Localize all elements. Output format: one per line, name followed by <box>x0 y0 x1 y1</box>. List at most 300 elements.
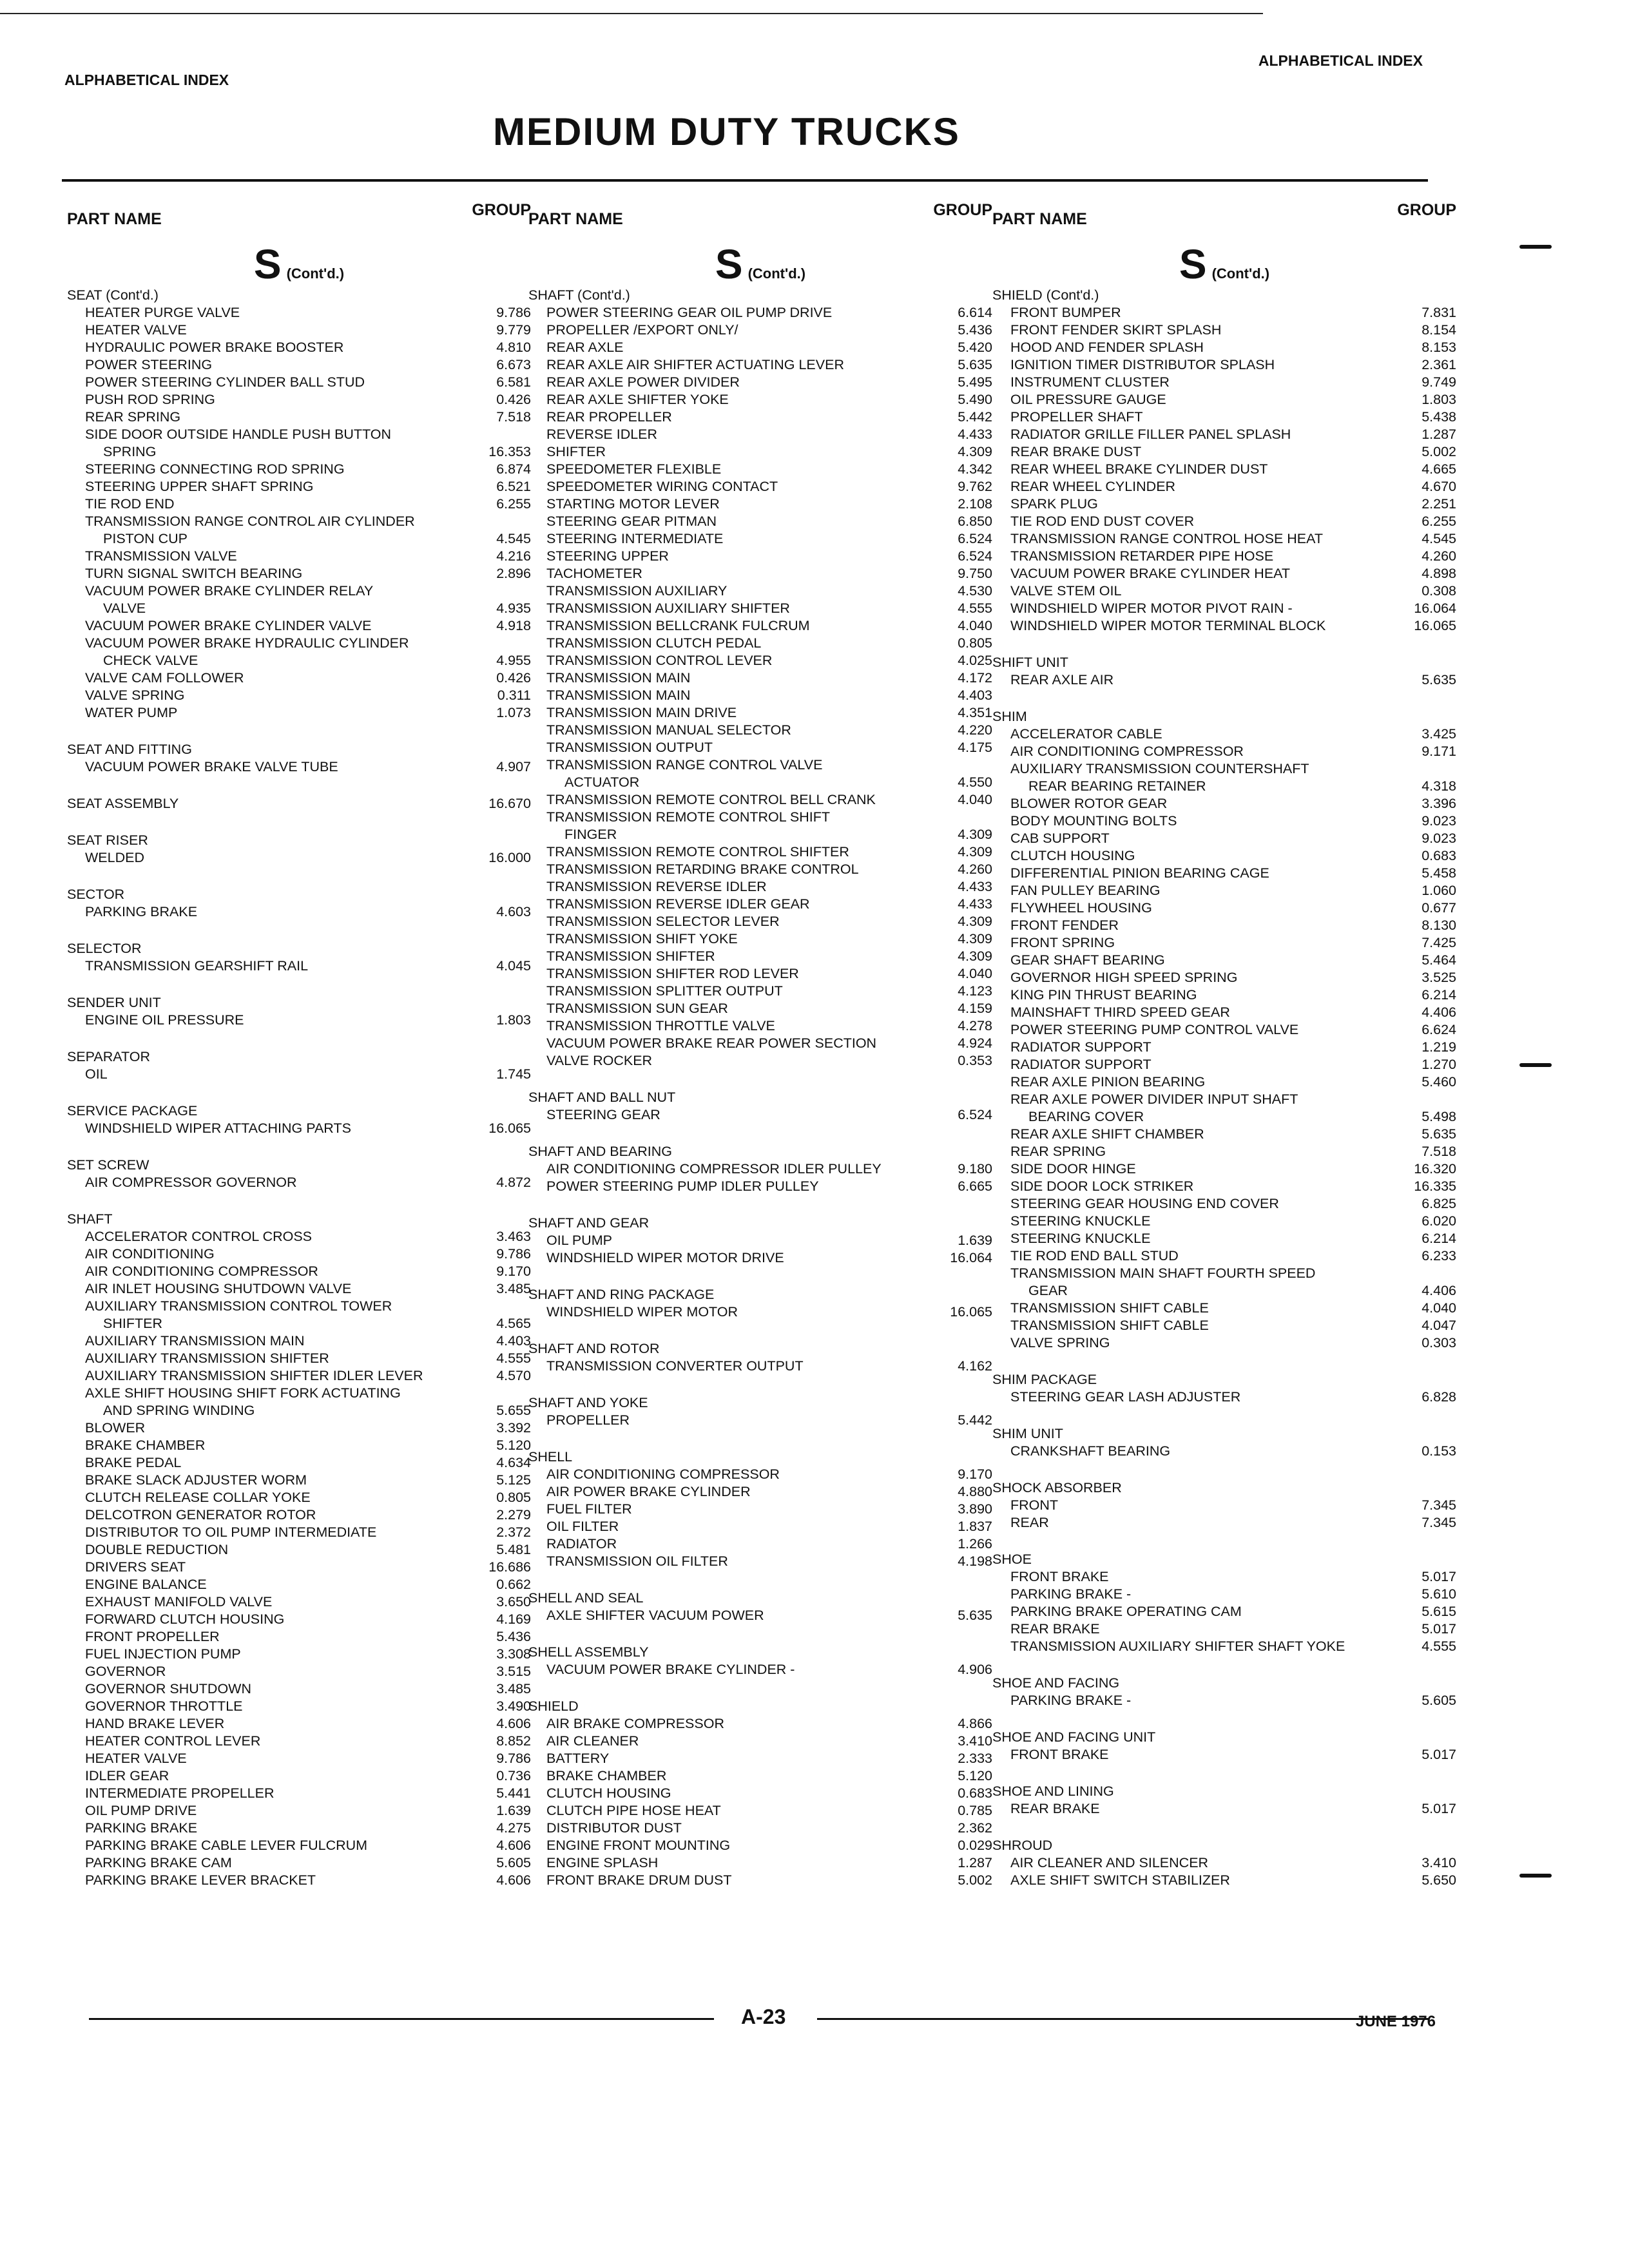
entry-group-number: 9.786 <box>496 1246 531 1262</box>
entry-part-name: TRANSMISSION OUTPUT <box>546 740 713 755</box>
entry-part-name: REAR PROPELLER <box>546 409 672 425</box>
entry-part-name: DISTRIBUTOR DUST <box>546 1820 682 1836</box>
entry-part-name: STEERING INTERMEDIATE <box>546 531 724 546</box>
index-entry <box>528 861 992 878</box>
index-heading: SHAFT AND RING PACKAGE <box>528 1287 715 1302</box>
index-group <box>67 994 531 1029</box>
entry-group-number: 5.635 <box>1422 1126 1456 1142</box>
entry-part-name: PROPELLER /EXPORT ONLY/ <box>546 322 738 338</box>
index-entry <box>67 1715 531 1733</box>
entry-part-name: IGNITION TIMER DISTRIBUTOR SPLASH <box>1010 357 1275 372</box>
entry-group-number: 5.120 <box>958 1768 992 1783</box>
entry-group-number: 5.615 <box>1422 1604 1456 1619</box>
index-entry <box>67 1611 531 1628</box>
index-entry <box>67 1245 531 1263</box>
entry-group-number: 16.686 <box>488 1559 531 1575</box>
entry-group-number: 5.002 <box>1422 444 1456 459</box>
index-entry <box>67 1854 531 1872</box>
index-entry <box>992 408 1456 426</box>
entry-group-number: 8.154 <box>1422 322 1456 338</box>
entry-group-number: 4.403 <box>496 1333 531 1349</box>
entry-group-number: 4.670 <box>1422 479 1456 494</box>
entry-part-name: BEARING COVER <box>1028 1109 1144 1124</box>
entry-part-name: POWER STEERING CYLINDER BALL STUD <box>85 374 365 390</box>
entry-part-name: POWER STEERING PUMP CONTROL VALVE <box>1010 1022 1299 1037</box>
index-entry <box>528 391 992 408</box>
section-continued-label: (Cont'd.) <box>286 265 345 282</box>
index-entry <box>992 1073 1456 1091</box>
entry-group-number: 0.426 <box>496 392 531 407</box>
entry-part-name: TRANSMISSION RANGE CONTROL VALVE <box>546 757 823 773</box>
index-entry <box>992 1443 1456 1460</box>
index-heading: SHIM UNIT <box>992 1426 1063 1441</box>
entry-group-number: 4.606 <box>496 1872 531 1888</box>
entry-group-number: 7.345 <box>1422 1497 1456 1513</box>
entry-part-name: STEERING GEAR LASH ADJUSTER <box>1010 1389 1241 1405</box>
group-number <box>1392 708 1456 726</box>
index-entry <box>67 530 531 548</box>
entry-part-name: REAR SPRING <box>85 409 181 425</box>
index-entry <box>528 687 992 704</box>
entry-part-name: FRONT BRAKE DRUM DUST <box>546 1872 732 1888</box>
entry-group-number: 4.198 <box>958 1553 992 1569</box>
entry-group-number: 3.650 <box>496 1594 531 1610</box>
index-entry <box>528 582 992 600</box>
index-entry <box>67 1437 531 1454</box>
index-entry <box>528 1017 992 1035</box>
entry-part-name: FAN PULLEY BEARING <box>1010 883 1161 898</box>
entry-group-number: 6.673 <box>496 357 531 372</box>
entry-group-number: 7.425 <box>1422 935 1456 950</box>
index-group <box>992 1729 1456 1763</box>
entry-group-number: 3.890 <box>958 1501 992 1517</box>
entry-group-number <box>467 1385 531 1402</box>
index-heading: SEAT (Cont'd.) <box>67 287 159 303</box>
index-heading-row <box>528 1340 992 1358</box>
index-group <box>67 832 531 867</box>
index-entry <box>528 1802 992 1820</box>
entry-part-name: CLUTCH PIPE HOSE HEAT <box>546 1803 721 1818</box>
index-heading: SHOE AND FACING <box>992 1675 1120 1691</box>
entry-part-name: BRAKE CHAMBER <box>85 1437 206 1453</box>
entry-part-name: VALVE ROCKER <box>546 1053 653 1068</box>
index-heading: SHAFT AND ROTOR <box>528 1341 660 1356</box>
index-group <box>67 741 531 776</box>
entry-part-name: REAR WHEEL BRAKE CYLINDER DUST <box>1010 461 1268 477</box>
entry-part-name: PROPELLER SHAFT <box>1010 409 1143 425</box>
index-entry <box>528 461 992 478</box>
index-entry <box>992 1143 1456 1160</box>
entry-part-name: FRONT BUMPER <box>1010 305 1121 320</box>
entry-part-name: REAR AXLE <box>546 340 624 355</box>
entry-part-name: REAR AXLE SHIFTER YOKE <box>546 392 729 407</box>
entry-group-number: 4.406 <box>1422 1004 1456 1020</box>
entry-group-number: 4.278 <box>958 1018 992 1033</box>
entry-group-number: 4.309 <box>958 444 992 459</box>
entry-part-name: TRANSMISSION RANGE CONTROL AIR CYLINDER <box>85 514 415 529</box>
entry-group-number: 5.420 <box>958 340 992 355</box>
index-heading-row <box>992 1425 1456 1443</box>
entry-part-name: RADIATOR GRILLE FILLER PANEL SPLASH <box>1010 427 1291 442</box>
entry-group-number: 9.171 <box>1422 744 1456 759</box>
entry-group-number: 4.309 <box>958 914 992 929</box>
index-entry <box>528 408 992 426</box>
index-entry <box>992 1178 1456 1195</box>
entry-part-name: CLUTCH HOUSING <box>1010 848 1135 863</box>
index-entry <box>67 1628 531 1646</box>
index-entry <box>528 1837 992 1854</box>
index-heading-row <box>992 1551 1456 1568</box>
entry-part-name: OIL PRESSURE GAUGE <box>1010 392 1166 407</box>
index-entry <box>992 795 1456 812</box>
entry-part-name: VALVE STEM OIL <box>1010 583 1122 599</box>
entry-part-name: FRONT FENDER <box>1010 918 1119 933</box>
index-entry <box>528 1820 992 1837</box>
index-entry <box>992 565 1456 582</box>
entry-group-number: 3.392 <box>496 1420 531 1436</box>
entry-group-number: 16.065 <box>950 1304 992 1320</box>
group-number <box>1392 1479 1456 1497</box>
index-entry <box>67 1454 531 1472</box>
entry-part-name: OIL <box>85 1066 108 1082</box>
entry-group-number: 4.216 <box>496 548 531 564</box>
index-entry <box>992 548 1456 565</box>
entry-group-number: 1.803 <box>496 1012 531 1028</box>
entry-part-name: BRAKE CHAMBER <box>546 1768 667 1783</box>
entry-part-name: TRANSMISSION SHIFTER <box>546 948 715 964</box>
index-entry <box>992 1004 1456 1021</box>
entry-group-number: 16.065 <box>1414 618 1456 633</box>
entry-group-number: 4.530 <box>958 583 992 599</box>
entry-part-name: TRANSMISSION MAIN <box>546 670 691 686</box>
entry-group-number: 4.169 <box>496 1611 531 1627</box>
index-entry <box>67 903 531 921</box>
entry-part-name: AIR CONDITIONING <box>85 1246 215 1262</box>
entry-part-name: AIR COMPRESSOR GOVERNOR <box>85 1175 297 1190</box>
entry-group-number: 5.458 <box>1422 865 1456 881</box>
group-number <box>928 287 992 304</box>
entry-group-number: 16.353 <box>488 444 531 459</box>
entry-part-name: AIR BRAKE COMPRESSOR <box>546 1716 724 1731</box>
entry-part-name: AUXILIARY TRANSMISSION SHIFTER <box>85 1350 329 1366</box>
index-entry <box>992 1091 1456 1108</box>
index-entry <box>67 1120 531 1137</box>
entry-group-number <box>1392 760 1456 778</box>
entry-group-number <box>467 513 531 530</box>
entry-part-name: ENGINE FRONT MOUNTING <box>546 1838 731 1853</box>
entry-part-name: PARKING BRAKE CABLE LEVER FULCRUM <box>85 1838 368 1853</box>
entry-part-name: PARKING BRAKE - <box>1010 1693 1132 1708</box>
entry-part-name: RADIATOR SUPPORT <box>1010 1039 1152 1055</box>
index-entry <box>992 1300 1456 1317</box>
entry-group-number <box>928 756 992 774</box>
index-entry <box>67 1680 531 1698</box>
entry-group-number: 0.736 <box>496 1768 531 1783</box>
entry-part-name: TRANSMISSION REMOTE CONTROL SHIFT <box>546 809 830 825</box>
entry-part-name: TRANSMISSION REVERSE IDLER <box>546 879 767 894</box>
index-entry <box>992 1265 1456 1282</box>
index-entry <box>992 812 1456 830</box>
index-entry <box>67 1785 531 1802</box>
index-group <box>528 1448 992 1570</box>
entry-part-name: ACTUATOR <box>564 774 640 790</box>
entry-part-name: HEATER CONTROL LEVER <box>85 1733 261 1749</box>
group-number <box>1392 1837 1456 1854</box>
entry-group-number: 9.749 <box>1422 374 1456 390</box>
entry-part-name: RADIATOR SUPPORT <box>1010 1057 1152 1072</box>
group-number <box>467 1048 531 1066</box>
entry-group-number: 6.665 <box>958 1178 992 1194</box>
entry-group-number: 8.153 <box>1422 340 1456 355</box>
index-heading-row <box>992 654 1456 671</box>
index-entry <box>67 1837 531 1854</box>
entry-group-number: 4.555 <box>1422 1639 1456 1654</box>
entry-group-number: 1.060 <box>1422 883 1456 898</box>
entry-part-name: REAR AXLE SHIFT CHAMBER <box>1010 1126 1204 1142</box>
entry-group-number: 5.125 <box>496 1472 531 1488</box>
margin-mark <box>1519 1063 1552 1067</box>
index-entry <box>67 548 531 565</box>
index-group <box>528 1089 992 1124</box>
index-heading-row <box>67 741 531 758</box>
index-entry <box>528 1750 992 1767</box>
index-heading-row <box>67 1048 531 1066</box>
entry-group-number <box>928 809 992 826</box>
entry-part-name: PARKING BRAKE OPERATING CAM <box>1010 1604 1242 1619</box>
entry-part-name: INTERMEDIATE PROPELLER <box>85 1785 275 1801</box>
entry-group-number: 4.275 <box>496 1820 531 1836</box>
entry-group-number: 7.518 <box>1422 1144 1456 1159</box>
entry-part-name: SIDE DOOR HINGE <box>1010 1161 1136 1177</box>
index-group <box>528 287 992 1070</box>
entry-group-number: 8.852 <box>496 1733 531 1749</box>
title-rule <box>62 179 1428 182</box>
entry-group-number: 16.320 <box>1414 1161 1456 1177</box>
entry-group-number: 4.898 <box>1422 566 1456 581</box>
index-entry <box>992 1126 1456 1143</box>
index-heading-row <box>528 1698 992 1715</box>
index-heading-row <box>528 287 992 304</box>
index-heading: SEPARATOR <box>67 1049 151 1064</box>
entry-group-number: 2.333 <box>958 1751 992 1766</box>
group-number <box>928 1698 992 1715</box>
entry-part-name: AUXILIARY TRANSMISSION COUNTERSHAFT <box>1010 761 1309 776</box>
group-number <box>928 1394 992 1412</box>
index-entry <box>992 1497 1456 1514</box>
entry-part-name: TRANSMISSION REMOTE CONTROL BELL CRANK <box>546 792 876 807</box>
index-entry <box>992 1586 1456 1603</box>
index-heading: SHIFT UNIT <box>992 655 1068 670</box>
index-entry <box>992 1568 1456 1586</box>
index-entry <box>992 760 1456 778</box>
index-entry <box>528 1733 992 1750</box>
entry-group-number: 4.955 <box>496 653 531 668</box>
entry-part-name: CRANKSHAFT BEARING <box>1010 1443 1171 1459</box>
index-entry <box>992 1247 1456 1265</box>
entry-group-number: 5.481 <box>496 1542 531 1557</box>
entry-group-number: 3.515 <box>496 1664 531 1679</box>
entry-group-number: 2.361 <box>1422 357 1456 372</box>
entry-group-number: 8.130 <box>1422 918 1456 933</box>
entry-group-number: 6.524 <box>958 531 992 546</box>
entry-part-name: REAR BEARING RETAINER <box>1028 778 1206 794</box>
entry-part-name: HEATER PURGE VALVE <box>85 305 240 320</box>
entry-part-name: SPEEDOMETER FLEXIBLE <box>546 461 722 477</box>
entry-group-number: 4.924 <box>958 1035 992 1051</box>
entry-part-name: STARTING MOTOR LEVER <box>546 496 720 512</box>
index-entry <box>67 1066 531 1083</box>
index-heading-row <box>67 1157 531 1174</box>
index-heading: SHELL <box>528 1449 573 1465</box>
index-group <box>992 708 1456 1352</box>
entry-part-name: OIL PUMP <box>546 1233 612 1248</box>
index-entry <box>992 1213 1456 1230</box>
entry-part-name: SHIFTER <box>546 444 606 459</box>
entry-part-name: WINDSHIELD WIPER MOTOR <box>546 1304 738 1320</box>
index-entry <box>528 809 992 826</box>
entry-group-number: 0.353 <box>958 1053 992 1068</box>
entry-part-name: DELCOTRON GENERATOR ROTOR <box>85 1507 316 1523</box>
entry-part-name: BRAKE PEDAL <box>85 1455 182 1470</box>
entry-part-name: TRANSMISSION SHIFT YOKE <box>546 931 738 947</box>
index-entry <box>992 917 1456 934</box>
index-heading-row <box>992 1783 1456 1800</box>
index-entry <box>992 530 1456 548</box>
entry-part-name: IDLER GEAR <box>85 1768 169 1783</box>
index-entry <box>528 374 992 391</box>
index-heading-row <box>528 1089 992 1106</box>
index-entry <box>67 1385 531 1402</box>
index-entry <box>67 1524 531 1541</box>
entry-group-number <box>467 1298 531 1315</box>
entry-part-name: TRANSMISSION CONVERTER OUTPUT <box>546 1358 804 1374</box>
entry-group-number: 2.372 <box>496 1524 531 1540</box>
entry-part-name: TRANSMISSION SHIFT CABLE <box>1010 1300 1209 1316</box>
index-group <box>528 1286 992 1321</box>
index-entry <box>67 1663 531 1680</box>
entry-part-name: POWER STEERING PUMP IDLER PULLEY <box>546 1178 819 1194</box>
entry-part-name: AIR CONDITIONING COMPRESSOR <box>85 1264 318 1279</box>
entry-part-name: TRANSMISSION REMOTE CONTROL SHIFTER <box>546 844 849 860</box>
entry-group-number: 2.362 <box>958 1820 992 1836</box>
index-entry <box>992 986 1456 1004</box>
entry-group-number: 4.880 <box>958 1484 992 1499</box>
entry-part-name: HOOD AND FENDER SPLASH <box>1010 340 1204 355</box>
margin-mark <box>1519 1874 1552 1878</box>
entry-part-name: TACHOMETER <box>546 566 642 581</box>
entry-group-number: 0.308 <box>1422 583 1456 599</box>
index-entry <box>528 1661 992 1678</box>
index-entry <box>992 1195 1456 1213</box>
entry-part-name: TRANSMISSION SUN GEAR <box>546 1001 728 1016</box>
index-entry <box>67 408 531 426</box>
group-number <box>928 1448 992 1466</box>
index-heading: SET SCREW <box>67 1157 149 1173</box>
index-group <box>528 1644 992 1678</box>
index-heading-row <box>528 1215 992 1232</box>
entry-part-name: FRONT BRAKE <box>1010 1569 1109 1584</box>
entry-group-number: 4.603 <box>496 904 531 919</box>
entry-group-number: 4.309 <box>958 948 992 964</box>
entry-part-name: TRANSMISSION SELECTOR LEVER <box>546 914 780 929</box>
index-entry <box>67 513 531 530</box>
entry-part-name: FORWARD CLUTCH HOUSING <box>85 1611 285 1627</box>
entry-part-name: AXLE SHIFTER VACUUM POWER <box>546 1608 764 1623</box>
index-heading-row <box>67 1102 531 1120</box>
index-heading-row <box>528 1448 992 1466</box>
entry-part-name: INSTRUMENT CLUSTER <box>1010 374 1170 390</box>
index-entry <box>67 565 531 582</box>
index-entry <box>992 778 1456 795</box>
entry-group-number: 4.906 <box>958 1662 992 1677</box>
group-number <box>467 741 531 758</box>
entry-part-name: TIE ROD END <box>85 496 175 512</box>
entry-group-number: 1.287 <box>1422 427 1456 442</box>
entry-group-number: 6.214 <box>1422 1231 1456 1246</box>
entry-group-number: 0.677 <box>1422 900 1456 916</box>
entry-part-name: REVERSE IDLER <box>546 427 658 442</box>
section-letter-char: S <box>715 241 743 287</box>
index-heading: SHOE <box>992 1552 1032 1567</box>
index-entry <box>528 1178 992 1195</box>
entry-group-number: 6.581 <box>496 374 531 390</box>
index-group <box>528 1394 992 1429</box>
entry-group-number: 6.624 <box>1422 1022 1456 1037</box>
index-heading: SHAFT AND YOKE <box>528 1395 648 1410</box>
entry-part-name: PARKING BRAKE LEVER BRACKET <box>85 1872 316 1888</box>
entry-part-name: VACUUM POWER BRAKE CYLINDER RELAY <box>85 583 374 599</box>
entry-group-number: 4.570 <box>496 1368 531 1383</box>
index-entry <box>992 934 1456 952</box>
index-entry <box>67 758 531 776</box>
group-heading: GROUP <box>472 201 531 219</box>
entry-part-name: TRANSMISSION RETARDING BRAKE CONTROL <box>546 861 859 877</box>
index-entry <box>67 704 531 722</box>
entry-group-number: 7.831 <box>1422 305 1456 320</box>
index-entry <box>528 565 992 582</box>
entry-part-name: ENGINE BALANCE <box>85 1577 207 1592</box>
index-entry <box>528 739 992 756</box>
entry-part-name: ACCELERATOR CONTROL CROSS <box>85 1229 313 1244</box>
entry-group-number: 9.779 <box>496 322 531 338</box>
entry-group-number: 4.047 <box>1422 1318 1456 1333</box>
entry-group-number: 0.662 <box>496 1577 531 1592</box>
index-entry <box>67 635 531 652</box>
entry-group-number: 9.786 <box>496 305 531 320</box>
page-title: MEDIUM DUTY TRUCKS <box>493 110 960 153</box>
index-entry <box>992 1603 1456 1620</box>
entry-group-number: 5.002 <box>958 1872 992 1888</box>
entry-group-number: 5.017 <box>1422 1801 1456 1816</box>
entry-part-name: HEATER VALVE <box>85 1751 187 1766</box>
entry-part-name: FRONT SPRING <box>1010 935 1115 950</box>
entry-group-number: 5.436 <box>958 322 992 338</box>
entry-part-name: KING PIN THRUST BEARING <box>1010 987 1197 1003</box>
entry-part-name: SPRING <box>103 444 157 459</box>
index-entry <box>528 1466 992 1483</box>
entry-group-number: 6.524 <box>958 548 992 564</box>
index-entry <box>528 722 992 739</box>
entry-group-number: 5.495 <box>958 374 992 390</box>
index-heading-row <box>67 287 531 304</box>
index-entry <box>528 913 992 930</box>
entry-group-number: 4.866 <box>958 1716 992 1731</box>
index-entry <box>992 1282 1456 1300</box>
index-entry <box>67 1733 531 1750</box>
entry-part-name: ENGINE SPLASH <box>546 1855 659 1870</box>
entry-group-number: 5.442 <box>958 1412 992 1428</box>
entry-part-name: TRANSMISSION MAIN <box>546 687 691 703</box>
